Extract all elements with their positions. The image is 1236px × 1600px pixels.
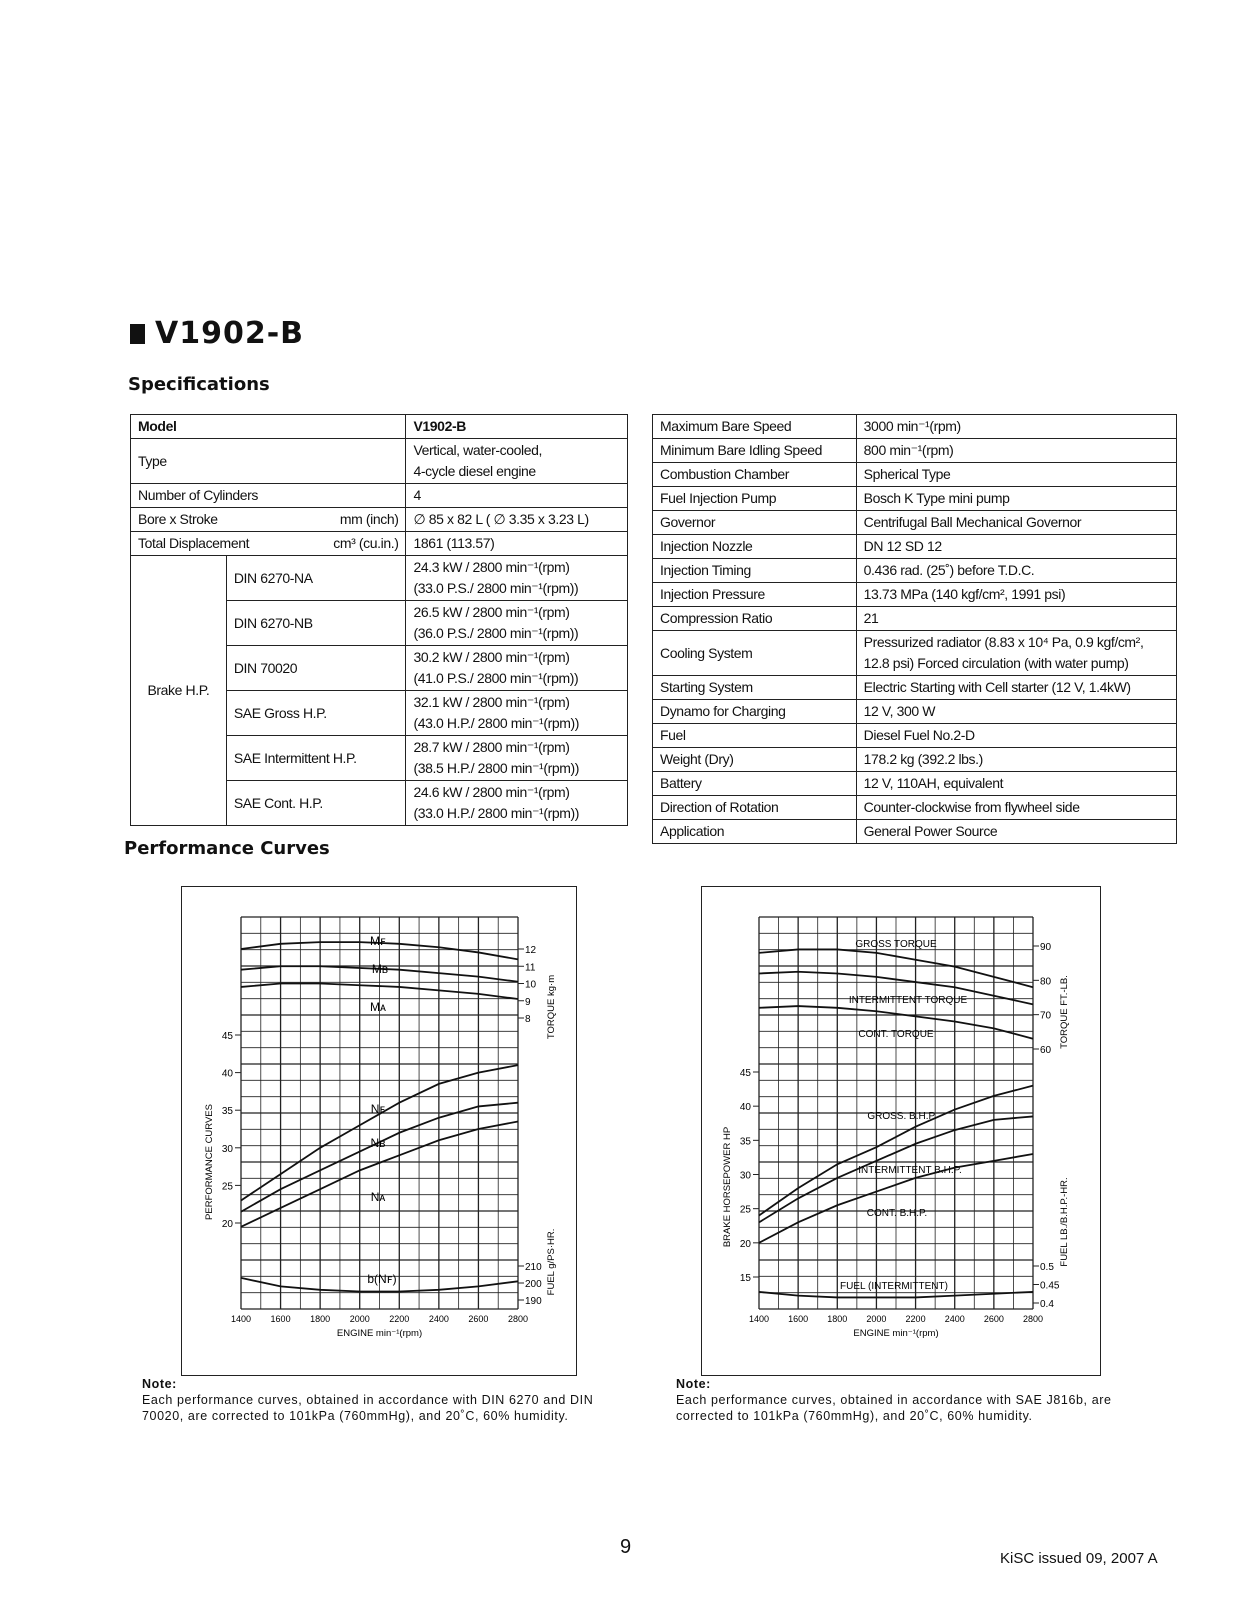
brake-kw: 24.6 kW / 2800 min⁻¹(rpm) — [413, 784, 570, 800]
fuel-axis-label: FUEL LB./B.H.P.-HR. — [1059, 1177, 1070, 1267]
brake-std: DIN 70020 — [226, 646, 406, 691]
brake-kw: 30.2 kW / 2800 min⁻¹(rpm) — [413, 649, 570, 665]
displacement-cell — [131, 532, 406, 556]
y-axis-label: PERFORMANCE CURVES — [204, 1104, 215, 1220]
spec-value: Counter-clockwise from flywheel side — [856, 796, 1176, 820]
x-axis-label: ENGINE min⁻¹(rpm) — [336, 1328, 423, 1339]
note-right-title: Note: — [676, 1377, 711, 1391]
fuel-tick-label: 0.45 — [1040, 1280, 1060, 1292]
x-tick-label: 1600 — [788, 1314, 809, 1324]
table-row — [653, 748, 1177, 772]
table-row — [131, 532, 628, 556]
spec-value: DN 12 SD 12 — [856, 535, 1176, 559]
table-row — [131, 508, 628, 532]
table-row — [653, 700, 1177, 724]
table-row — [653, 772, 1177, 796]
note-right — [676, 1376, 1156, 1424]
fuel-tick-label: 190 — [525, 1296, 542, 1307]
spec-value: Bosch K Type mini pump — [856, 487, 1176, 511]
cylinders-value: 4 — [406, 484, 628, 508]
spec-key: Fuel — [653, 724, 857, 748]
brake-ps: (38.5 H.P./ 2800 min⁻¹(rpm)) — [413, 760, 580, 776]
spec-key: Minimum Bare Idling Speed — [653, 439, 857, 463]
issued-label: KiSC issued 09, 2007 A — [1000, 1550, 1158, 1567]
table-row — [653, 583, 1177, 607]
table-row — [653, 676, 1177, 700]
torque-tick-label: 8 — [525, 1014, 531, 1025]
type-label: Type — [131, 439, 406, 484]
specifications-heading: Specifications — [128, 374, 270, 395]
brake-ps: (33.0 P.S./ 2800 min⁻¹(rpm)) — [413, 580, 579, 596]
brake-ps: (41.0 P.S./ 2800 min⁻¹(rpm)) — [413, 670, 579, 686]
x-tick-label: 2600 — [983, 1314, 1004, 1324]
cylinders-label: Number of Cylinders — [131, 484, 406, 508]
brake-kw: 24.3 kW / 2800 min⁻¹(rpm) — [413, 559, 570, 575]
spec-table-left — [130, 414, 628, 826]
spec-value: 12 V, 300 W — [856, 700, 1176, 724]
x-tick-label: 2200 — [905, 1314, 926, 1324]
bore-cell — [131, 508, 406, 532]
series-label: INTERMITTENT B.H.P. — [858, 1165, 962, 1176]
x-tick-label: 1600 — [270, 1314, 291, 1324]
torque-tick-label: 11 — [525, 962, 536, 974]
y-tick-label: 35 — [739, 1136, 751, 1148]
spec-value: Centrifugal Ball Mechanical Governor — [856, 511, 1176, 535]
series-label: CONT. B.H.P. — [866, 1208, 928, 1219]
y-tick-label: 25 — [221, 1181, 233, 1193]
spec-value: 3000 min⁻¹(rpm) — [856, 415, 1176, 439]
brake-hp-label: Brake H.P. — [131, 556, 227, 826]
brake-kw: 32.1 kW / 2800 min⁻¹(rpm) — [413, 694, 570, 710]
performance-curves-sae-svg — [702, 887, 1100, 1375]
table-row — [131, 484, 628, 508]
series-label: Nʙ — [370, 1136, 386, 1150]
y-tick-label: 35 — [221, 1106, 233, 1118]
series-label: FUEL (INTERMITTENT) — [840, 1281, 948, 1292]
y-tick-label: 45 — [221, 1031, 233, 1042]
performance-chart-right — [701, 886, 1101, 1376]
model-value: V1902-B — [406, 415, 628, 439]
x-tick-label: 2400 — [428, 1314, 449, 1324]
series-label: Mᴀ — [370, 1000, 386, 1014]
table-row — [131, 415, 628, 439]
table-row — [653, 559, 1177, 583]
brake-std: DIN 6270-NA — [226, 556, 406, 601]
table-row — [653, 439, 1177, 463]
torque-tick-label: 80 — [1040, 976, 1052, 988]
spec-key: Compression Ratio — [653, 607, 857, 631]
spec-value: Electric Starting with Cell starter (12 V, 1.4kW) — [856, 676, 1176, 700]
y-tick-label: 30 — [739, 1170, 751, 1182]
torque-tick-label: 60 — [1040, 1045, 1052, 1056]
displacement-label: Total Displacement — [138, 535, 250, 551]
spec-value-line: 12.8 psi) Forced circulation (with water pump) — [863, 655, 1129, 671]
spec-key: Combustion Chamber — [653, 463, 857, 487]
brake-std: SAE Intermittent H.P. — [226, 736, 406, 781]
x-tick-label: 2200 — [389, 1314, 410, 1324]
displacement-unit: cm³ (cu.in.) — [333, 535, 399, 551]
performance-heading: Performance Curves — [124, 838, 330, 859]
performance-chart-left — [181, 886, 577, 1376]
spec-value: 21 — [856, 607, 1176, 631]
spec-key: Fuel Injection Pump — [653, 487, 857, 511]
y-tick-label: 30 — [221, 1143, 233, 1155]
spec-value-line: Pressurized radiator (8.83 x 10⁴ Pa, 0.9 kgf/cm², — [863, 634, 1144, 650]
x-tick-label: 1800 — [310, 1314, 331, 1324]
torque-axis-label: TORQUE kg·m — [546, 974, 557, 1040]
x-tick-label: 2000 — [349, 1314, 370, 1324]
spec-value: 800 min⁻¹(rpm) — [856, 439, 1176, 463]
torque-axis-label: TORQUE FT.-LB. — [1059, 975, 1070, 1049]
x-tick-label: 1400 — [748, 1314, 770, 1324]
model-title: V1902-B — [155, 316, 305, 351]
spec-key: Dynamo for Charging — [653, 700, 857, 724]
series-label: b(Nꜰ) — [367, 1272, 397, 1286]
y-tick-label: 15 — [739, 1273, 751, 1284]
table-row — [653, 487, 1177, 511]
spec-key: Weight (Dry) — [653, 748, 857, 772]
fuel-tick-label: 0.4 — [1040, 1299, 1054, 1310]
brake-value — [406, 736, 628, 781]
series-label: Mꜰ — [370, 934, 386, 948]
spec-value: 178.2 kg (392.2 lbs.) — [856, 748, 1176, 772]
spec-key: Injection Nozzle — [653, 535, 857, 559]
brake-value — [406, 556, 628, 601]
x-axis-label: ENGINE min⁻¹(rpm) — [853, 1328, 939, 1339]
torque-tick-label: 70 — [1040, 1010, 1052, 1022]
brake-std: DIN 6270-NB — [226, 601, 406, 646]
table-row — [653, 724, 1177, 748]
note-right-text: Each performance curves, obtained in accordance with SAE J816b, are corrected to 101kPa (760mmHg), and 20˚C, 60% humidity. — [676, 1393, 1112, 1423]
table-row — [131, 439, 628, 484]
torque-tick-label: 10 — [525, 979, 537, 991]
table-row — [131, 556, 628, 601]
type-value — [406, 439, 628, 484]
spec-key: Maximum Bare Speed — [653, 415, 857, 439]
spec-key: Application — [653, 820, 857, 844]
y-tick-label: 20 — [739, 1238, 751, 1250]
spec-key: Injection Timing — [653, 559, 857, 583]
bullet-square-icon — [130, 324, 145, 344]
bore-label: Bore x Stroke — [138, 511, 218, 527]
bore-value: ∅ 85 x 82 L ( ∅ 3.35 x 3.23 L) — [406, 508, 628, 532]
performance-curves-din-svg — [182, 887, 576, 1375]
torque-tick-label: 9 — [525, 996, 531, 1008]
x-tick-label: 2400 — [944, 1314, 965, 1324]
spec-value: Spherical Type — [856, 463, 1176, 487]
y-tick-label: 45 — [739, 1068, 751, 1079]
x-tick-label: 2800 — [507, 1314, 529, 1324]
type-value-line: 4-cycle diesel engine — [413, 463, 536, 479]
x-tick-label: 2800 — [1022, 1314, 1044, 1324]
brake-kw: 26.5 kW / 2800 min⁻¹(rpm) — [413, 604, 570, 620]
spec-value: 13.73 MPa (140 kgf/cm², 1991 psi) — [856, 583, 1176, 607]
spec-value: 12 V, 110AH, equivalent — [856, 772, 1176, 796]
brake-ps: (33.0 H.P./ 2800 min⁻¹(rpm)) — [413, 805, 580, 821]
table-row — [653, 607, 1177, 631]
model-label: Model — [131, 415, 406, 439]
brake-ps: (36.0 P.S./ 2800 min⁻¹(rpm)) — [413, 625, 579, 641]
fuel-tick-label: 200 — [525, 1279, 542, 1290]
spec-key: Injection Pressure — [653, 583, 857, 607]
spec-key: Direction of Rotation — [653, 796, 857, 820]
y-tick-label: 25 — [739, 1204, 751, 1216]
fuel-tick-label: 0.5 — [1040, 1262, 1054, 1273]
series-label: GROSS TORQUE — [855, 939, 937, 950]
table-row — [653, 463, 1177, 487]
table-row — [653, 796, 1177, 820]
brake-std: SAE Cont. H.P. — [226, 781, 406, 826]
note-left-title: Note: — [142, 1377, 177, 1391]
table-row — [653, 535, 1177, 559]
series-label: CONT. TORQUE — [858, 1029, 934, 1040]
series-label: Mʙ — [371, 962, 389, 976]
x-tick-label: 2000 — [866, 1314, 887, 1324]
displacement-value: 1861 (113.57) — [406, 532, 628, 556]
series-label: INTERMITTENT TORQUE — [848, 995, 968, 1006]
y-axis-label: BRAKE HORSEPOWER HP — [722, 1126, 733, 1248]
brake-value — [406, 646, 628, 691]
y-tick-label: 40 — [221, 1068, 233, 1080]
bore-unit: mm (inch) — [339, 511, 399, 527]
brake-value — [406, 601, 628, 646]
spec-key: Starting System — [653, 676, 857, 700]
brake-ps: (43.0 H.P./ 2800 min⁻¹(rpm)) — [413, 715, 580, 731]
spec-value — [856, 631, 1176, 676]
brake-value — [406, 781, 628, 826]
note-left — [142, 1376, 622, 1424]
x-tick-label: 1800 — [827, 1314, 848, 1324]
torque-tick-label: 90 — [1040, 942, 1052, 953]
series-label: Nꜰ — [370, 1102, 386, 1116]
table-row — [653, 415, 1177, 439]
spec-value: General Power Source — [856, 820, 1176, 844]
fuel-tick-label: 210 — [525, 1262, 542, 1273]
spec-table-right — [652, 414, 1177, 844]
series-label: GROSS. B.H.P. — [867, 1111, 937, 1122]
x-tick-label: 2600 — [468, 1314, 489, 1324]
spec-value: 0.436 rad. (25˚) before T.D.C. — [856, 559, 1176, 583]
page-title — [130, 316, 304, 351]
spec-value: Diesel Fuel No.2-D — [856, 724, 1176, 748]
y-tick-label: 20 — [221, 1219, 233, 1230]
torque-tick-label: 12 — [525, 945, 537, 956]
fuel-axis-label: FUEL g/PS·HR. — [546, 1228, 557, 1296]
table-row — [653, 820, 1177, 844]
series-label: Nᴀ — [370, 1190, 386, 1204]
spec-key: Cooling System — [653, 631, 857, 676]
brake-kw: 28.7 kW / 2800 min⁻¹(rpm) — [413, 739, 570, 755]
x-tick-label: 1400 — [230, 1314, 252, 1324]
note-left-text: Each performance curves, obtained in accordance with DIN 6270 and DIN 70020, are corrected to 101kPa (760mmHg), and 20˚C, 60% humidity. — [142, 1393, 594, 1423]
table-row — [653, 511, 1177, 535]
page-number: 9 — [620, 1536, 632, 1558]
spec-key: Governor — [653, 511, 857, 535]
table-row — [653, 631, 1177, 676]
brake-std: SAE Gross H.P. — [226, 691, 406, 736]
brake-value — [406, 691, 628, 736]
spec-key: Battery — [653, 772, 857, 796]
y-tick-label: 40 — [739, 1102, 751, 1114]
type-value-line: Vertical, water-cooled, — [413, 442, 542, 458]
